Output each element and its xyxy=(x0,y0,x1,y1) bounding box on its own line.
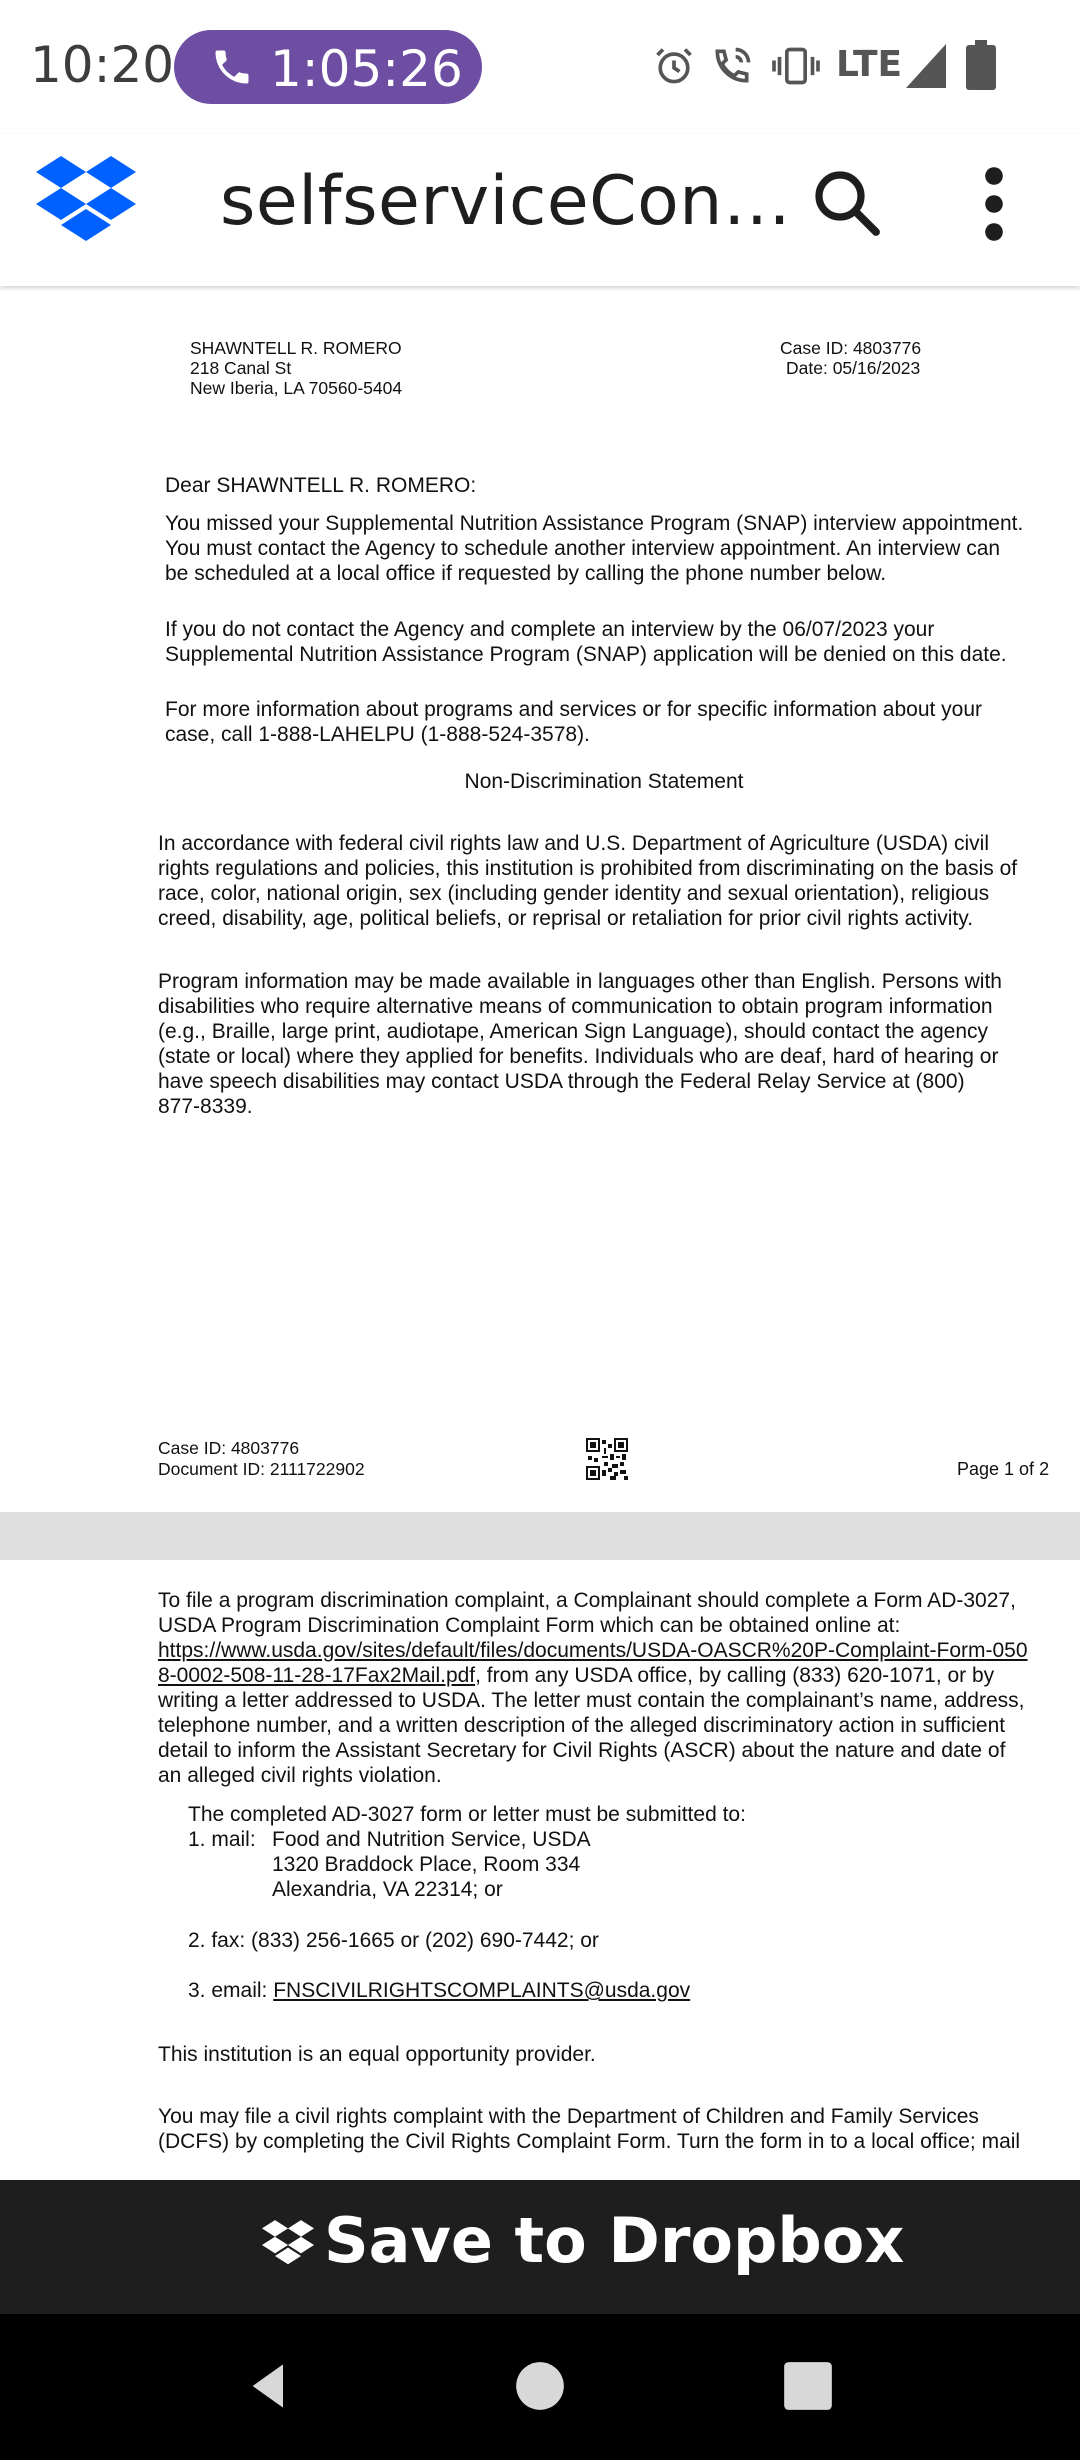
dropbox-logo[interactable] xyxy=(36,156,136,248)
more-vert-icon[interactable] xyxy=(970,164,1018,244)
alarm-icon xyxy=(652,44,696,88)
email-link[interactable]: FNSCIVILRIGHTSCOMPLAINTS@usda.gov xyxy=(273,1979,691,2002)
case-id: Case ID: 4803776 xyxy=(780,338,922,358)
paragraph-deadline: If you do not contact the Agency and complete an interview by the 06/07/2023 your Supplemental Nutrition Assistance Program (SNAP) application will be denied on this date. xyxy=(165,618,1007,666)
call-duration: 1:05:26 xyxy=(270,40,463,98)
signal-icon xyxy=(906,44,946,88)
navigation-bar xyxy=(0,2314,1080,2460)
network-type-label: LTE xyxy=(836,44,903,85)
recipient-city: New Iberia, LA 70560-5404 xyxy=(190,378,403,398)
app-bar xyxy=(0,134,1080,286)
mail-address: Food and Nutrition Service, USDA 1320 Braddock Place, Room 334 Alexandria, VA 22314; or xyxy=(272,1828,591,1901)
paragraph-complaint: To file a program discrimination complaint, a Complainant should complete a Form AD-3027, USDA Program Discrimination Complaint Form which can be obtained online at: https://www.usda.gov/sites/default/files/documents/USDA-OASCR%20P-Complaint-Form-050 8-0002-508-11-28-17Fax2Mail.pdf, from any USDA office, by calling (833) 620-1071, or by writing a letter addressed to USDA. The letter must contain the complainant’s name, address, telephone number, and a written description of the alleged discriminatory action in sufficient detail to inform the Assistant Secretary for Civil Rights (ASCR) about the nature and date of an alleged civil rights violation. xyxy=(158,1589,1028,1787)
statement-heading: Non-Discrimination Statement xyxy=(464,770,744,793)
wifi-call-icon xyxy=(710,44,754,88)
save-to-dropbox-label: Save to Dropbox xyxy=(324,2204,905,2277)
complaint-form-link-cont[interactable]: 8-0002-508-11-28-17Fax2Mail.pdf xyxy=(158,1664,476,1687)
footer-case-id: Case ID: 4803776 xyxy=(158,1438,300,1458)
paragraph-languages: Program information may be made available in languages other than English. Persons with disabilities who require alternative means of communication to obtain program information (e.g., Braille, large print, audiotape, American Sign Language), should contact the agency (state or local) where they applied for benefits. Individuals who are deaf, hard of hearing or have speech disabilities may contact USDA through the Federal Relay Service at (800) 877-8339. xyxy=(158,970,1002,1118)
home-button[interactable] xyxy=(514,2360,566,2412)
footer-document-id: Document ID: 2111722902 xyxy=(158,1459,365,1479)
search-icon[interactable] xyxy=(810,166,882,238)
complaint-form-link[interactable]: https://www.usda.gov/sites/default/files/documents/USDA-OASCR%20P-Complaint-Form-050 xyxy=(158,1639,1028,1662)
pdf-page-1 xyxy=(0,286,1080,1512)
mail-label: 1. mail: xyxy=(188,1828,256,1851)
back-button[interactable] xyxy=(244,2360,296,2412)
recipient-street: 218 Canal St xyxy=(190,358,292,378)
paragraph-missed-interview: You missed your Supplemental Nutrition Assistance Program (SNAP) interview appointment. You must contact the Agency to schedule another interview appointment. An interview can be scheduled at a local office if requested by calling the phone number below. xyxy=(165,512,1024,585)
pdf-page-2 xyxy=(0,1560,1080,2180)
page-number: Page 1 of 2 xyxy=(957,1459,1050,1479)
paragraph-civil-rights: In accordance with federal civil rights law and U.S. Department of Agriculture (USDA) civil rights regulations and policies, this institution is prohibited from discriminating on the basis of race, color, national origin, sex (including gender identity and sexual orientation), religious creed, disability, age, political beliefs, or reprisal or retaliation for prior civil rights activity. xyxy=(158,832,1018,930)
fax-line: 2. fax: (833) 256-1665 or (202) 690-7442; or xyxy=(188,1929,599,1952)
submit-intro: The completed AD-3027 form or letter must be submitted to: xyxy=(188,1803,746,1826)
page-separator xyxy=(0,1512,1080,1560)
ongoing-call-chip[interactable] xyxy=(174,30,482,104)
save-to-dropbox-button[interactable] xyxy=(0,2180,1080,2314)
pdf-viewer[interactable] xyxy=(0,286,1080,2180)
recents-button[interactable] xyxy=(782,2360,834,2412)
letter-date: Date: 05/16/2023 xyxy=(786,358,921,378)
salutation: Dear SHAWNTELL R. ROMERO: xyxy=(165,474,477,497)
vibrate-icon xyxy=(772,44,820,88)
dropbox-icon xyxy=(262,2220,314,2268)
email-line: 3. email: FNSCIVILRIGHTSCOMPLAINTS@usda.gov xyxy=(188,1979,691,2002)
paragraph-dcfs: You may file a civil rights complaint with the Department of Children and Family Services (DCFS) by completing the Civil Rights Complaint Form. Turn the form in to a local office; mail xyxy=(158,2105,1021,2153)
document-title: selfserviceCon… xyxy=(220,162,792,241)
qr-code xyxy=(586,1438,628,1480)
battery-icon xyxy=(966,40,996,90)
recipient-name: SHAWNTELL R. ROMERO xyxy=(190,338,402,358)
status-time: 10:20 xyxy=(30,36,175,94)
phone-icon xyxy=(210,45,254,89)
paragraph-more-info: For more information about programs and services or for specific information about your case, call 1-888-LAHELPU (1-888-524-3578). xyxy=(165,698,983,746)
status-bar xyxy=(0,0,1080,134)
equal-opportunity-line: This institution is an equal opportunity provider. xyxy=(158,2043,596,2066)
